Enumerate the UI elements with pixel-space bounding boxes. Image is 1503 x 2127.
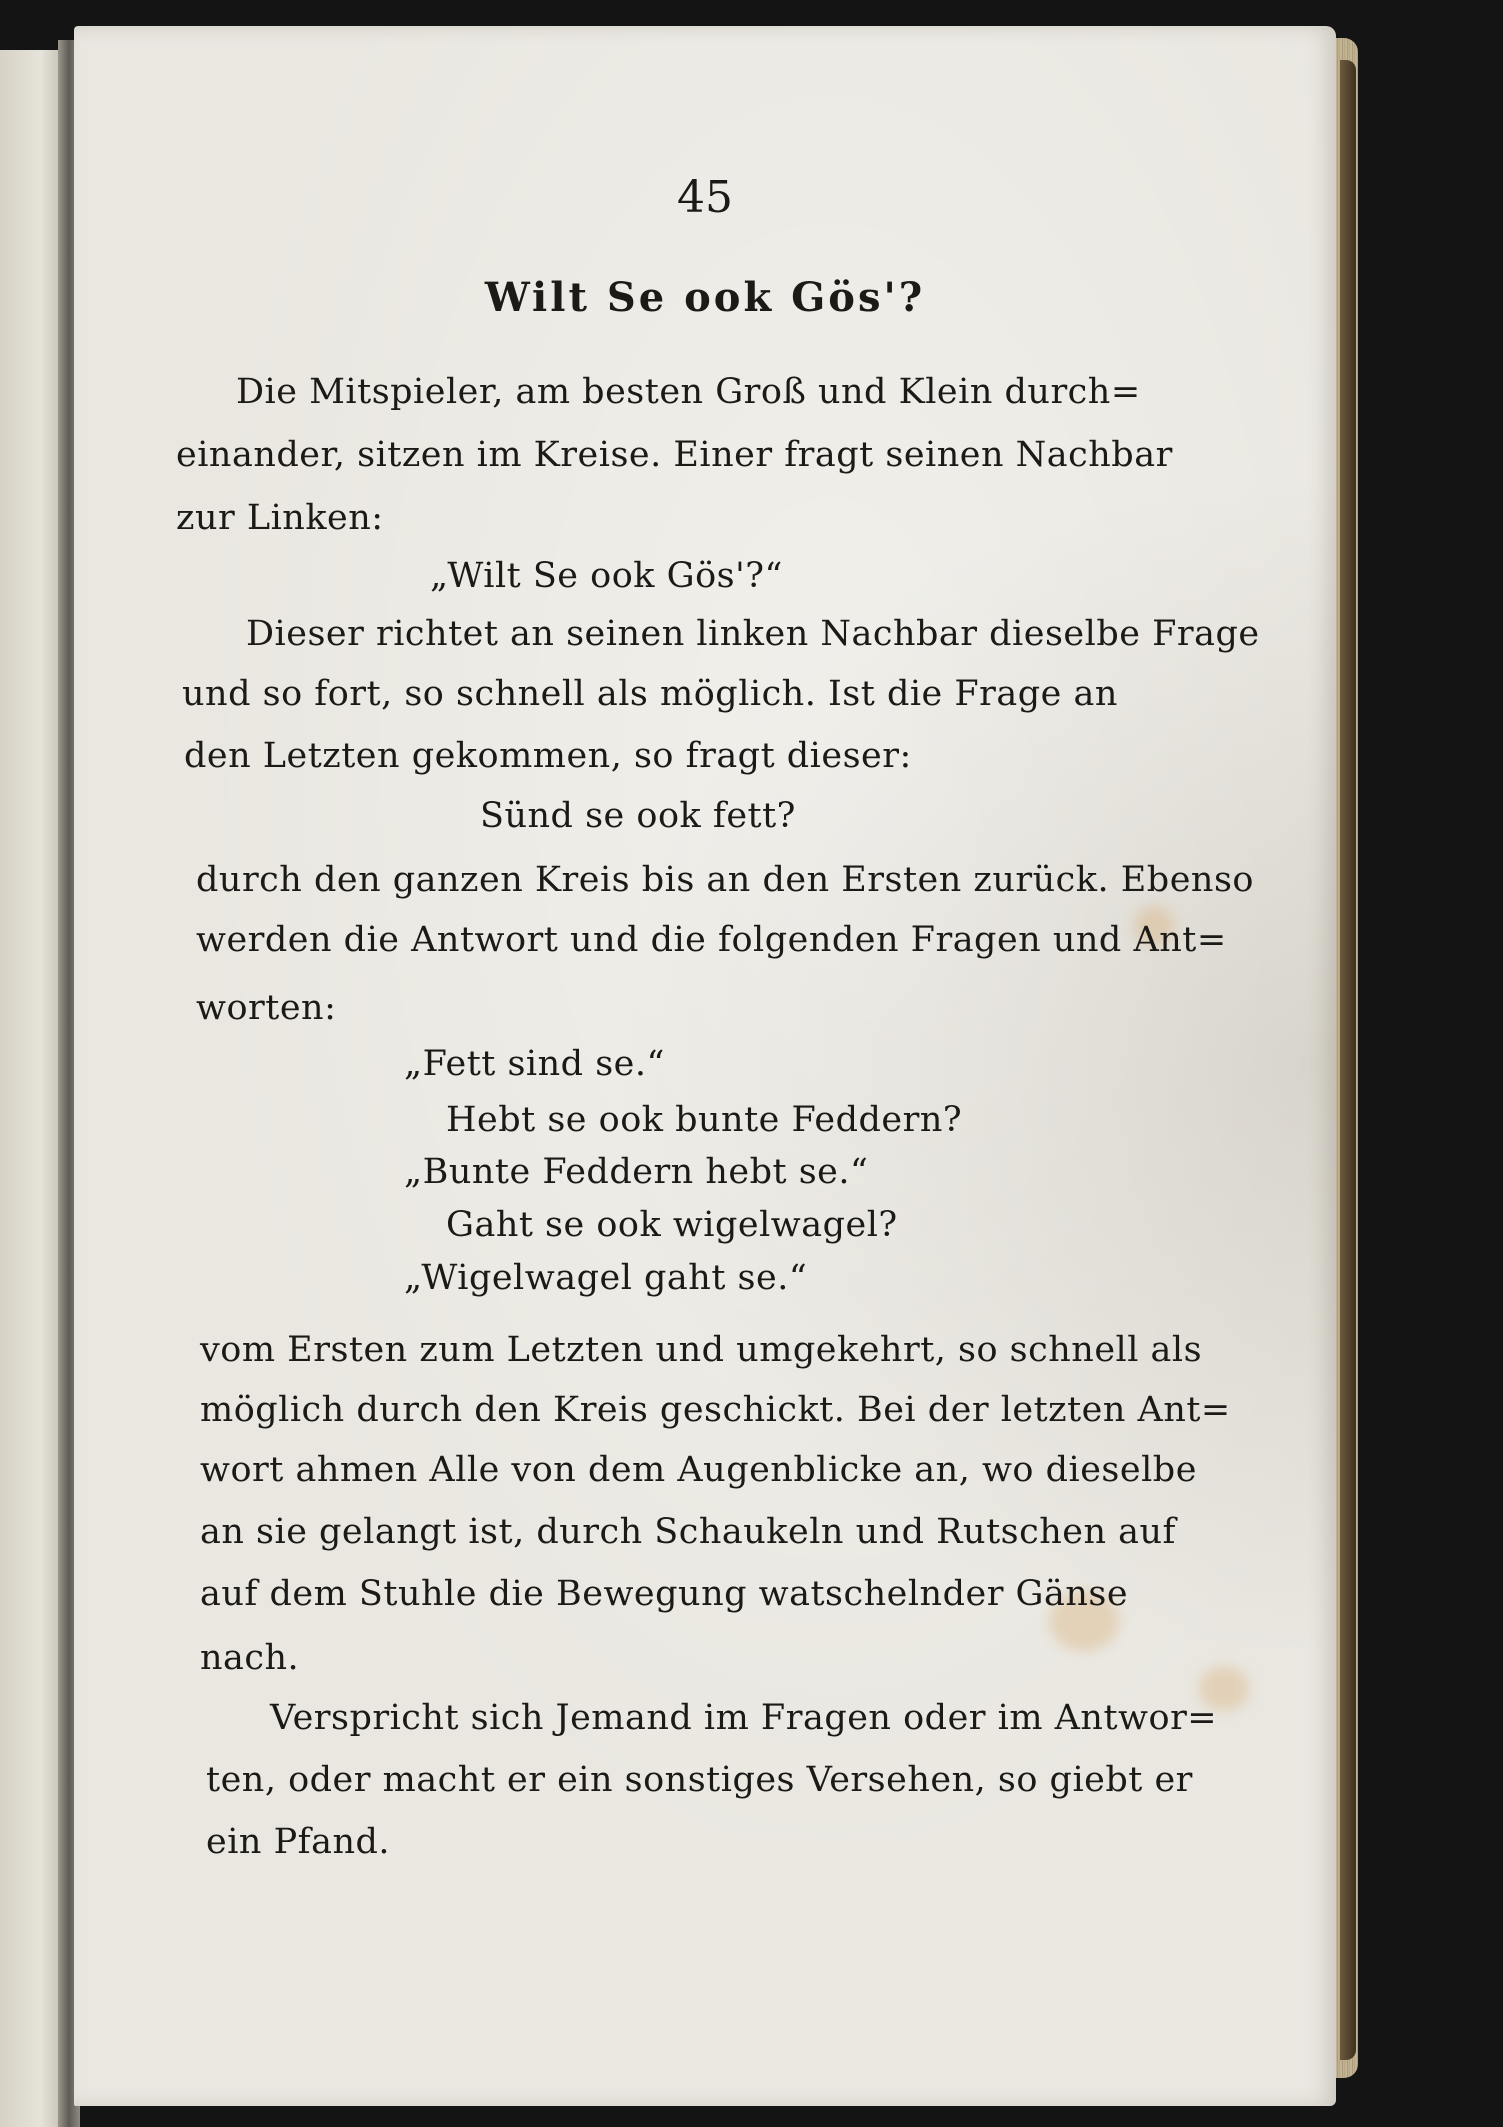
- text-line: ein Pfand.: [206, 1822, 391, 1862]
- text-line: Verspricht sich Jemand im Fragen oder im Antwor=: [270, 1698, 1218, 1738]
- page-number: 45: [677, 172, 733, 223]
- text-line: Gaht se ook wigelwagel?: [446, 1205, 898, 1245]
- text-line: Hebt se ook bunte Feddern?: [446, 1100, 963, 1140]
- text-line: Sünd se ook fett?: [480, 796, 796, 836]
- text-line: „Fett sind se.“: [404, 1044, 665, 1084]
- text-line: „Wigelwagel gaht se.“: [404, 1258, 808, 1298]
- text-line: auf dem Stuhle die Bewegung watschelnder Gänse: [200, 1574, 1129, 1614]
- text-line: einander, sitzen im Kreise. Einer fragt seinen Nachbar: [176, 435, 1173, 475]
- text-line: Die Mitspieler, am besten Groß und Klein durch=: [236, 372, 1141, 412]
- text-line: werden die Antwort und die folgenden Fragen und Ant=: [196, 920, 1227, 960]
- section-title: Wilt Se ook Gös'?: [484, 274, 926, 321]
- text-line: Dieser richtet an seinen linken Nachbar dieselbe Frage: [246, 614, 1260, 654]
- text-line: möglich durch den Kreis geschickt. Bei der letzten Ant=: [200, 1390, 1231, 1430]
- text-line: nach.: [200, 1638, 300, 1678]
- text-line: an sie gelangt ist, durch Schaukeln und Rutschen auf: [200, 1512, 1176, 1552]
- text-line: ten, oder macht er ein sonstiges Versehen, so giebt er: [206, 1760, 1193, 1800]
- text-line: worten:: [196, 988, 337, 1028]
- text-line: „Wilt Se ook Gös'?“: [430, 556, 783, 596]
- text-line: zur Linken:: [176, 498, 384, 538]
- text-line: „Bunte Feddern hebt se.“: [404, 1152, 869, 1192]
- text-line: wort ahmen Alle von dem Augenblicke an, wo dieselbe: [200, 1450, 1197, 1490]
- text-line: vom Ersten zum Letzten und umgekehrt, so schnell als: [200, 1330, 1203, 1370]
- text-line: und so fort, so schnell als möglich. Ist die Frage an: [182, 674, 1118, 714]
- text-line: durch den ganzen Kreis bis an den Ersten zurück. Ebenso: [196, 860, 1254, 900]
- text-line: den Letzten gekommen, so fragt dieser:: [184, 736, 912, 776]
